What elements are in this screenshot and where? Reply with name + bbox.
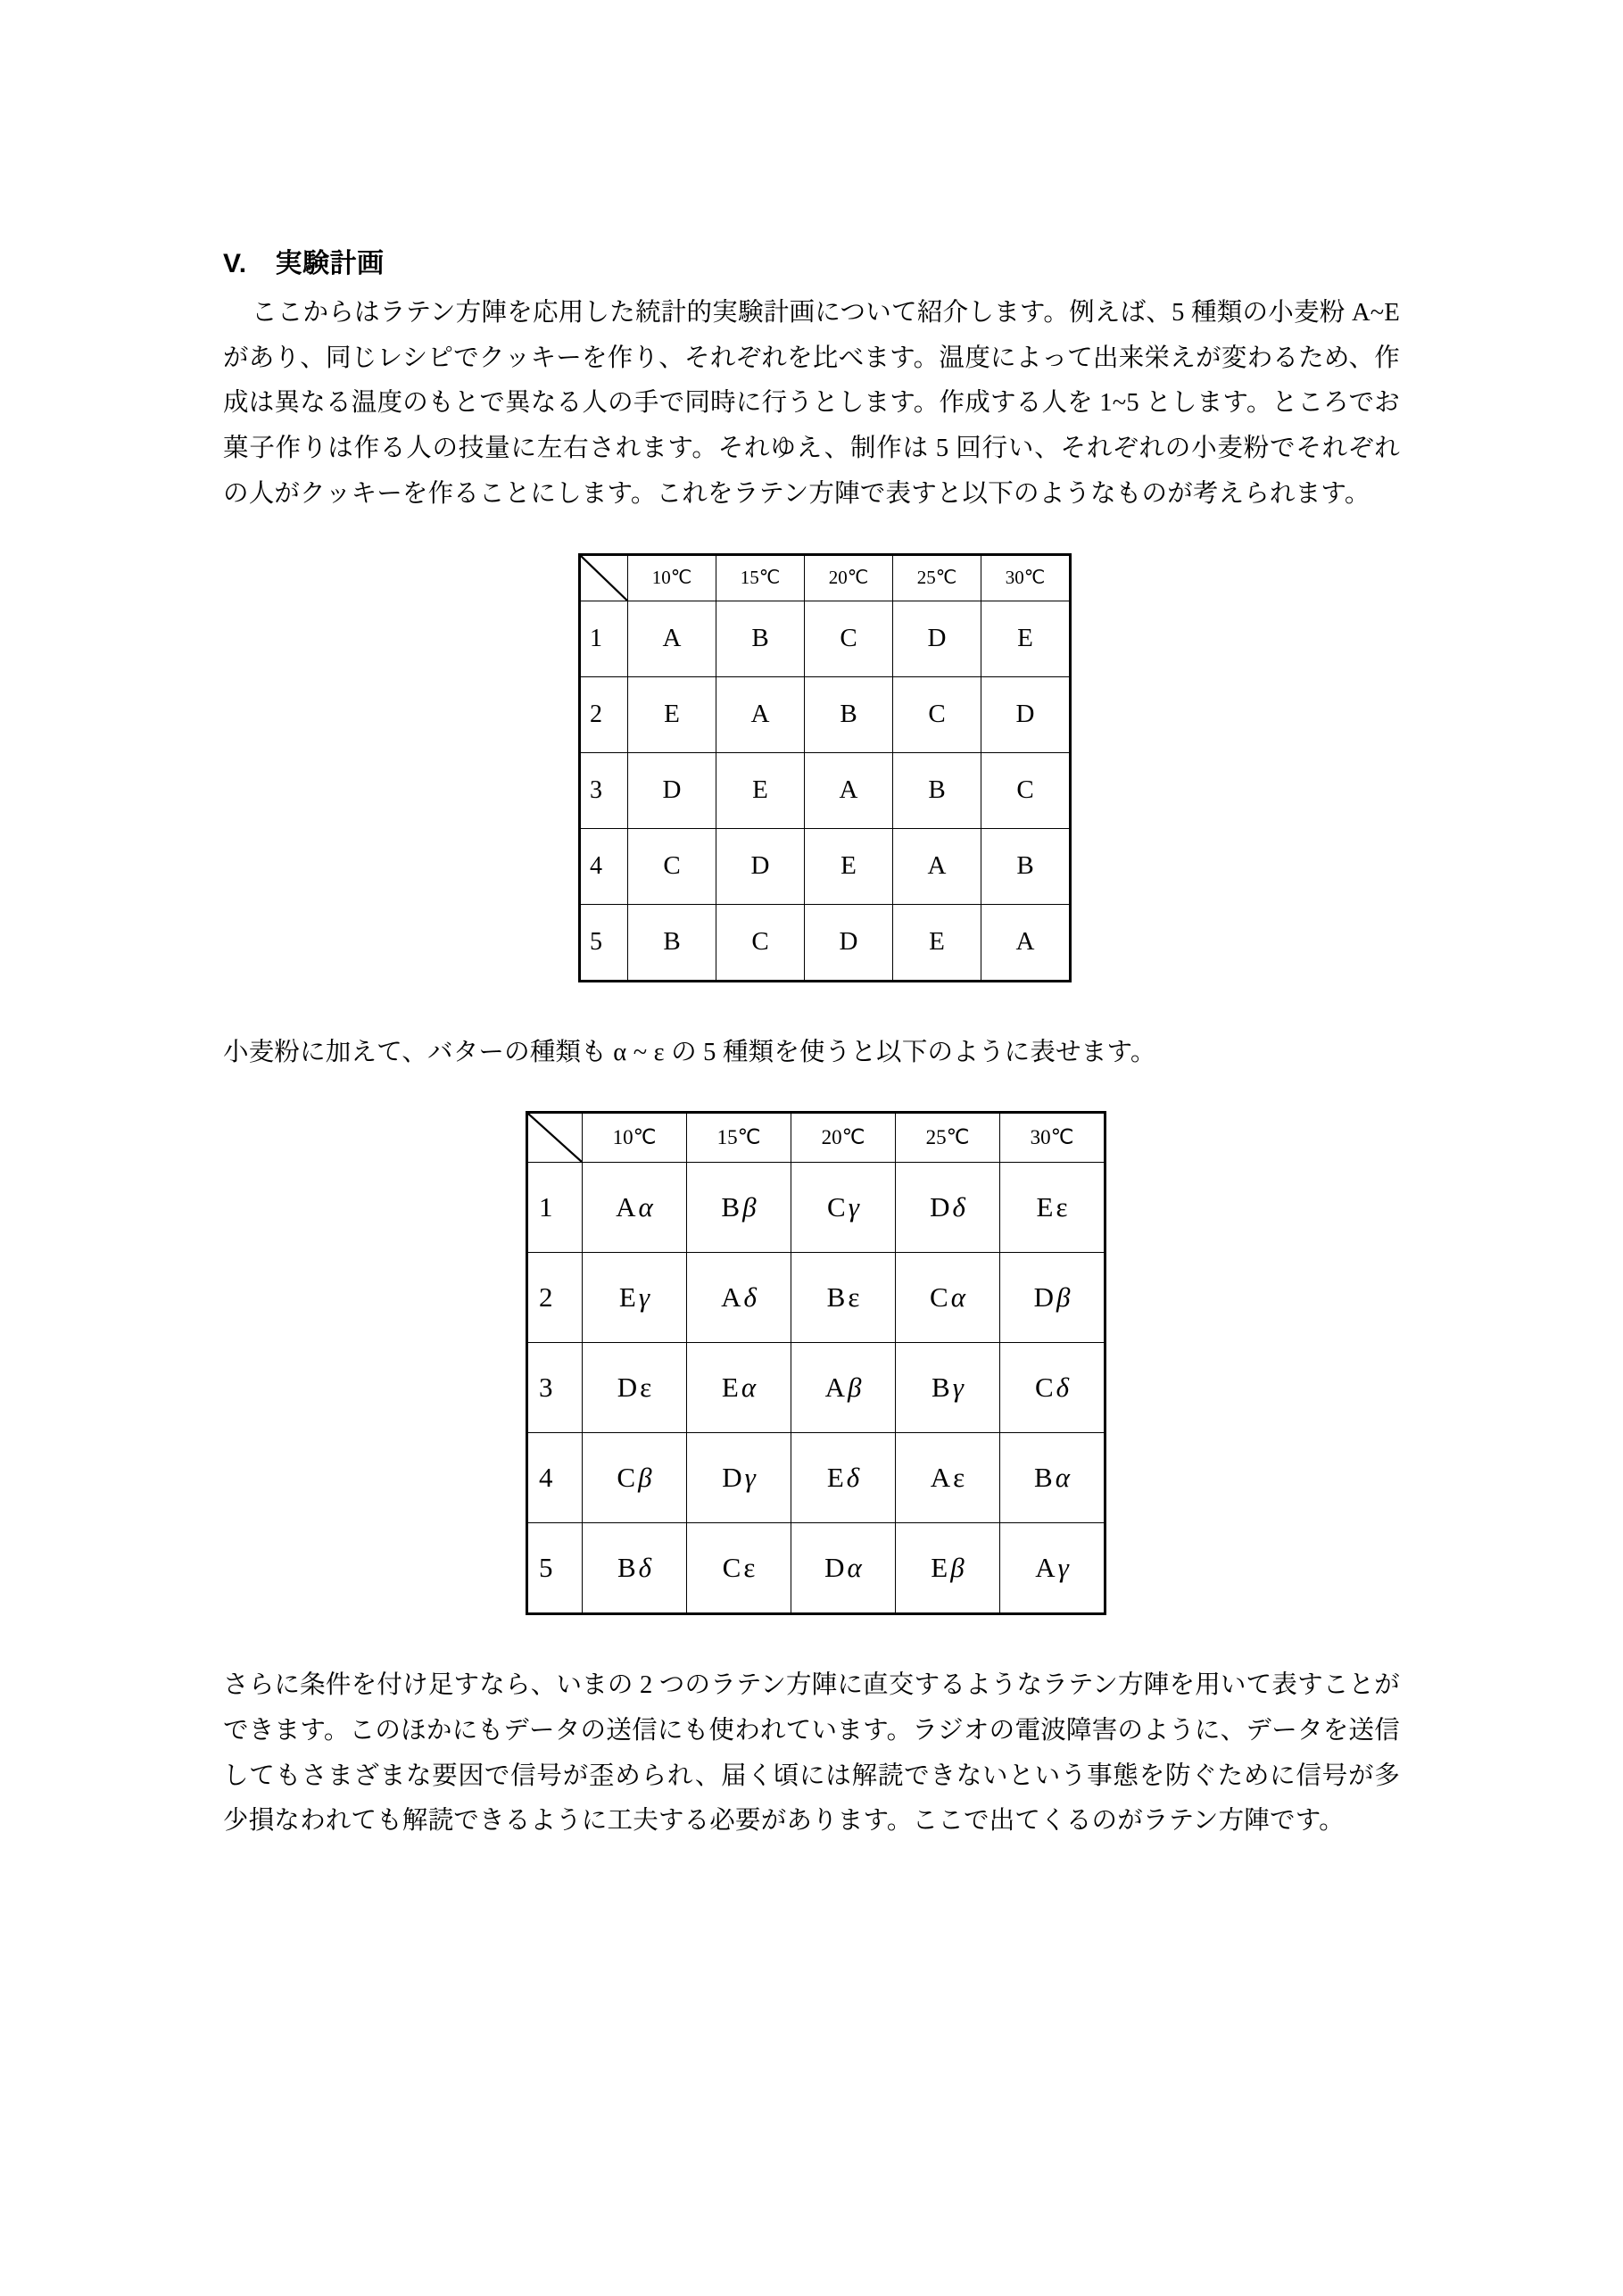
column-header: 25℃ xyxy=(893,554,981,601)
table-cell xyxy=(583,1343,687,1433)
table-cell xyxy=(583,1433,687,1523)
table-cell xyxy=(687,1253,791,1343)
column-header: 20℃ xyxy=(805,554,893,601)
latin-square-table-1 xyxy=(578,553,1072,982)
table-cell xyxy=(896,1253,1000,1343)
latin-letter: B xyxy=(1034,1462,1053,1494)
row-header: 5 xyxy=(580,904,628,981)
table-cell xyxy=(896,1163,1000,1253)
table-cell: D xyxy=(805,904,893,981)
table-cell xyxy=(687,1343,791,1433)
greek-letter: δ xyxy=(638,1552,652,1584)
greek-letter: α xyxy=(741,1372,757,1404)
table-cell xyxy=(896,1523,1000,1614)
table-cell: C xyxy=(981,752,1071,828)
paragraph-2: 小麦粉に加えて、バターの種類も α ~ ε の 5 種類を使うと以下のように表せます。 xyxy=(223,1038,1156,1066)
table-row xyxy=(580,904,1071,981)
greek-letter: δ xyxy=(1056,1372,1070,1404)
latin-letter: C xyxy=(722,1552,741,1584)
corner-diagonal-icon xyxy=(527,1113,583,1163)
latin-letter: B xyxy=(721,1191,741,1223)
graeco-latin-square-table xyxy=(526,1111,1106,1615)
table-cell xyxy=(896,1343,1000,1433)
table-cell: C xyxy=(716,904,805,981)
greek-letter: γ xyxy=(744,1462,756,1494)
table-cell: A xyxy=(805,752,893,828)
greek-letter: ε xyxy=(640,1372,652,1404)
table-cell: E xyxy=(716,752,805,828)
row-header: 4 xyxy=(580,828,628,904)
latin-letter: D xyxy=(930,1191,950,1223)
greek-letter: ε xyxy=(743,1552,756,1584)
greek-letter: ε xyxy=(953,1462,965,1494)
column-header: 10℃ xyxy=(583,1113,687,1163)
row-header: 4 xyxy=(527,1433,583,1523)
table-cell: A xyxy=(628,601,716,676)
greek-letter: α xyxy=(1055,1462,1070,1494)
column-header: 20℃ xyxy=(791,1113,896,1163)
row-header: 5 xyxy=(527,1523,583,1614)
table-row xyxy=(527,1163,1105,1253)
table-cell: C xyxy=(628,828,716,904)
latin-letter: B xyxy=(826,1281,846,1314)
row-header: 1 xyxy=(527,1163,583,1253)
paragraph-3: さらに条件を付け足すなら、いまの 2 つのラテン方陣に直交するようなラテン方陣を用いて表すことができます。このほかにもデータの送信にも使われています。ラジオの電波障害のように、データを送信してもさまざまな要因で信号が歪められ、届く頃には解読できないという事態を防ぐために信号が多少損なわれても解読できるように工夫する必要があります。ここで出てくるのがラテン方陣です。 xyxy=(223,1671,1400,1836)
table-row xyxy=(580,828,1071,904)
latin-square-table-1-wrapper xyxy=(223,553,1400,982)
table-header-row xyxy=(527,1113,1105,1163)
column-header: 25℃ xyxy=(896,1113,1000,1163)
table-cell xyxy=(1000,1523,1105,1614)
latin-letter: A xyxy=(721,1281,741,1314)
table-cell: E xyxy=(628,676,716,752)
table-cell xyxy=(896,1433,1000,1523)
greek-letter: α xyxy=(638,1191,653,1223)
table-cell: A xyxy=(716,676,805,752)
table-cell xyxy=(1000,1253,1105,1343)
greek-letter: α xyxy=(847,1552,862,1584)
table-cell xyxy=(1000,1433,1105,1523)
latin-letter: D xyxy=(617,1372,638,1404)
table-row xyxy=(527,1523,1105,1614)
table-cell xyxy=(687,1523,791,1614)
table-cell xyxy=(791,1163,896,1253)
row-header: 2 xyxy=(527,1253,583,1343)
latin-letter: D xyxy=(824,1552,845,1584)
page-title xyxy=(223,241,1400,280)
table-cell xyxy=(791,1343,896,1433)
paragraph-1: ここからはラテン方陣を応用した統計的実験計画について紹介します。例えば、5 種類の小麦粉 A~E があり、同じレシピでクッキーを作り、それぞれを比べます。温度によって出来栄えが変わるため、作成は異なる温度のもとで異なる人の手で同時に行うとします。作成する人を 1~5 とします。ところでお菓子作りは作る人の技量に左右されます。それゆえ、制作は 5 回行い、それぞれの小麦粉でそれぞれの人がクッキーを作ることにします。これをラテン方陣で表すと以下のようなものが考えられます。 xyxy=(223,299,1400,508)
greek-letter: β xyxy=(1056,1281,1071,1314)
latin-letter: C xyxy=(1034,1372,1054,1404)
table-cell xyxy=(583,1253,687,1343)
table-cell: B xyxy=(805,676,893,752)
greek-letter: γ xyxy=(952,1372,964,1404)
latin-letter: E xyxy=(618,1281,636,1314)
table-cell: B xyxy=(628,904,716,981)
latin-letter: D xyxy=(1033,1281,1054,1314)
table-row xyxy=(527,1343,1105,1433)
table-cell: D xyxy=(628,752,716,828)
greek-letter: γ xyxy=(638,1281,650,1314)
table-cell: C xyxy=(893,676,981,752)
row-header: 1 xyxy=(580,601,628,676)
greek-letter: β xyxy=(847,1372,862,1404)
column-header: 10℃ xyxy=(628,554,716,601)
table-cell xyxy=(687,1163,791,1253)
latin-letter: A xyxy=(616,1191,636,1223)
greek-letter: β xyxy=(638,1462,652,1494)
row-header: 3 xyxy=(580,752,628,828)
column-header: 15℃ xyxy=(687,1113,791,1163)
greek-letter: α xyxy=(950,1281,965,1314)
table-cell: A xyxy=(981,904,1071,981)
table-cell: B xyxy=(893,752,981,828)
latin-letter: E xyxy=(1036,1191,1054,1223)
section-heading-text: 実験計画 xyxy=(275,249,385,278)
latin-letter: B xyxy=(617,1552,636,1584)
column-header: 30℃ xyxy=(1000,1113,1105,1163)
table-cell: B xyxy=(981,828,1071,904)
row-header: 3 xyxy=(527,1343,583,1433)
table-cell: E xyxy=(893,904,981,981)
table-cell xyxy=(1000,1163,1105,1253)
latin-square-table-2-wrapper xyxy=(223,1111,1400,1615)
greek-letter: δ xyxy=(846,1462,860,1494)
table-row xyxy=(580,676,1071,752)
latin-letter: B xyxy=(932,1372,950,1404)
greek-letter: β xyxy=(742,1191,757,1223)
latin-letter: A xyxy=(824,1372,845,1404)
corner-diagonal-icon xyxy=(580,554,628,601)
table-cell xyxy=(791,1433,896,1523)
table-row xyxy=(527,1433,1105,1523)
greek-letter: δ xyxy=(743,1281,757,1314)
greek-letter: β xyxy=(950,1552,965,1584)
table-header-row xyxy=(580,554,1071,601)
column-header: 30℃ xyxy=(981,554,1071,601)
table-cell: A xyxy=(893,828,981,904)
row-header: 2 xyxy=(580,676,628,752)
table-row xyxy=(580,601,1071,676)
latin-letter: E xyxy=(826,1462,844,1494)
table-cell xyxy=(583,1163,687,1253)
table-row xyxy=(527,1253,1105,1343)
greek-letter: γ xyxy=(1057,1552,1069,1584)
greek-letter: ε xyxy=(848,1281,860,1314)
latin-letter: C xyxy=(617,1462,636,1494)
latin-letter: E xyxy=(721,1372,739,1404)
latin-letter: D xyxy=(722,1462,742,1494)
table-cell: D xyxy=(716,828,805,904)
greek-letter: ε xyxy=(1056,1191,1068,1223)
table-cell: E xyxy=(805,828,893,904)
latin-letter: C xyxy=(930,1281,948,1314)
column-header: 15℃ xyxy=(716,554,805,601)
section-numeral: V. xyxy=(223,249,247,278)
greek-letter: δ xyxy=(952,1191,965,1223)
table-row xyxy=(580,752,1071,828)
latin-letter: C xyxy=(827,1191,846,1223)
latin-letter: A xyxy=(1035,1552,1056,1584)
table-cell: E xyxy=(981,601,1071,676)
table-cell: D xyxy=(893,601,981,676)
table-cell xyxy=(687,1433,791,1523)
table-cell: D xyxy=(981,676,1071,752)
greek-letter: γ xyxy=(848,1191,859,1223)
table-cell xyxy=(791,1253,896,1343)
table-cell xyxy=(583,1523,687,1614)
table-cell xyxy=(791,1523,896,1614)
table-cell xyxy=(1000,1343,1105,1433)
latin-letter: E xyxy=(931,1552,948,1584)
table-cell: C xyxy=(805,601,893,676)
table-cell: B xyxy=(716,601,805,676)
latin-letter: A xyxy=(930,1462,951,1494)
